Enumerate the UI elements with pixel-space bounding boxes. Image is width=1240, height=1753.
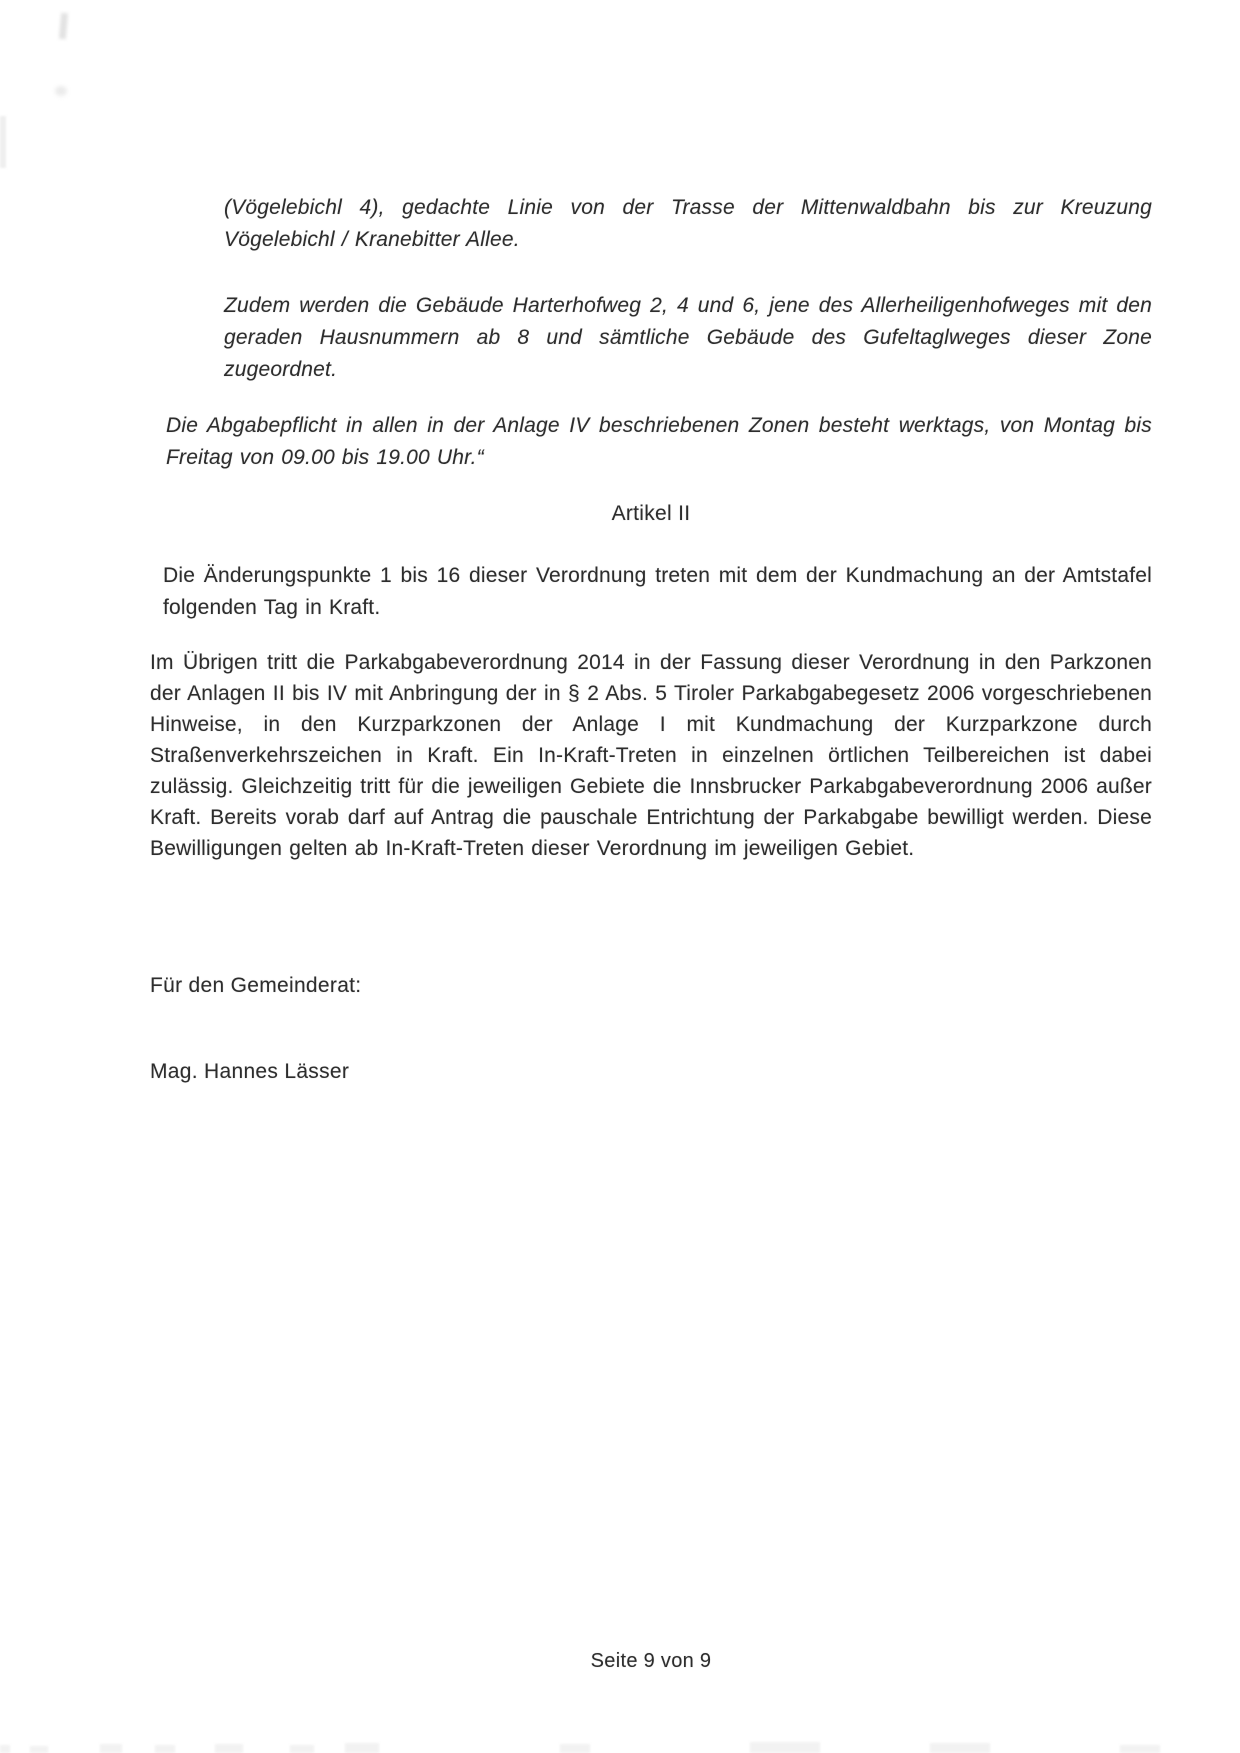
signatory-name: Mag. Hannes Lässer — [150, 1060, 350, 1083]
article-heading: Artikel II — [611, 502, 691, 525]
paragraph-quoted-zone-description: (Vögelebichl 4), gedachte Linie von der Trasse der Mittenwaldbahn bis zur Kreuzung Vögelebichl / Kranebitter Allee. — [224, 196, 1152, 251]
scan-artifact — [59, 13, 68, 40]
paragraph-implementation-rules: Im Übrigen tritt die Parkabgabeverordnung 2014 in der Fassung dieser Verordnung in den Parkzonen der Anlagen II bis IV mit Anbringung der in § 2 Abs. 5 Tiroler Parkabgabegesetz 2006 vorgeschriebenen Hinweise, in den Kurzparkzonen der Anlage I mit Kundmachung der Kurzparkzone durch Straßenverkehrszeichen in Kraft. Ein In-Kraft-Treten in einzelnen örtlichen Teilbereichen ist dabei zulässig. Gleichzeitig tritt für die jeweiligen Gebiete die Innsbrucker Parkabgabeverordnung 2006 außer Kraft. Bereits vorab darf auf Antrag die pauschale Entrichtung der Parkabgabe bewilligt werden. Diese Bewilligungen gelten ab In-Kraft-Treten dieser Verordnung im jeweiligen Gebiet. — [150, 651, 1152, 860]
closing-salutation: Für den Gemeinderat: — [150, 974, 362, 997]
paragraph-quoted-building-assignment: Zudem werden die Gebäude Harterhofweg 2, 4 und 6, jene des Allerheiligenhofweges mit den geraden Hausnummern ab 8 und sämtliche Gebäude des Gufeltaglweges dieser Zone zugeordnet. — [224, 294, 1152, 381]
scan-artifact — [0, 116, 6, 168]
scan-artifact — [55, 86, 67, 96]
paragraph-quoted-fee-obligation: Die Abgabepflicht in allen in der Anlage IV beschriebenen Zonen besteht werktags, von Montag bis Freitag von 09.00 bis 19.00 Uhr.“ — [166, 414, 1152, 469]
paragraph-effective-date: Die Änderungspunkte 1 bis 16 dieser Verordnung treten mit dem der Kundmachung an der Amtstafel folgenden Tag in Kraft. — [163, 564, 1152, 619]
page-number: Seite 9 von 9 — [590, 1650, 712, 1672]
